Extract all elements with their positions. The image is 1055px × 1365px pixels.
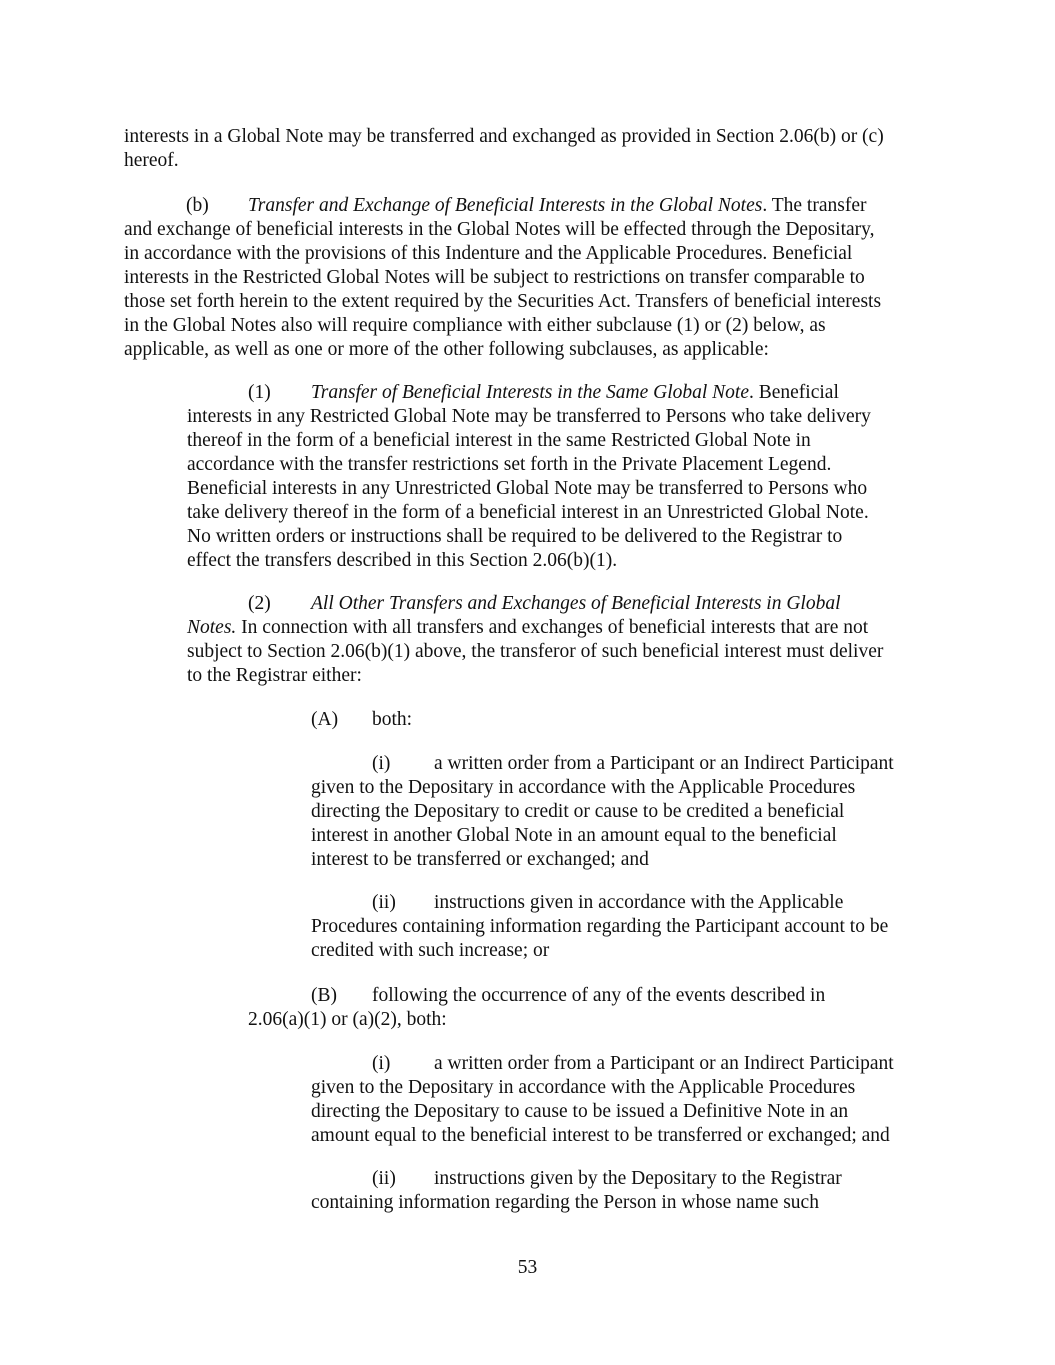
- item-b-ii-paragraph: [311, 1167, 842, 1215]
- item-b-i-label: (i): [372, 1053, 391, 1074]
- text-line: given to the Depositary in accordance with the Applicable Procedures: [311, 777, 856, 798]
- section-b-paragraph: [124, 194, 881, 362]
- subclause-2-title-rest: In connection with all transfers and exchanges of beneficial interests that are not: [236, 617, 869, 638]
- item-a-line: [311, 708, 412, 732]
- item-a-ii-first-line: [311, 891, 888, 915]
- intro-paragraph: [124, 125, 884, 173]
- text-line: No written orders or instructions shall be required to be delivered to the Registrar to: [187, 526, 843, 547]
- subclause-1-paragraph: [187, 381, 871, 573]
- item-a-text: both:: [372, 709, 413, 730]
- section-b-title-rest: . The transfer: [762, 195, 867, 216]
- subclause-2-label: (2): [248, 593, 271, 614]
- text-line: interests in any Restricted Global Note may be transferred to Persons who take delivery: [187, 406, 871, 427]
- subclause-1-label: (1): [248, 382, 271, 403]
- text-line: interest in another Global Note in an amount equal to the beneficial: [311, 825, 837, 846]
- text-line: thereof in the form of a beneficial interest in the same Restricted Global Note in: [187, 430, 811, 451]
- item-b-first-line: [248, 984, 825, 1008]
- text-line: credited with such increase; or: [311, 940, 550, 961]
- text-line: hereof.: [124, 150, 179, 171]
- item-b-i-first-text: a written order from a Participant or an Indirect Participant: [434, 1053, 894, 1074]
- text-line: interests in a Global Note may be transferred and exchanged as provided in Section 2.06(b) or (c): [124, 126, 884, 147]
- item-b-paragraph: [248, 984, 825, 1032]
- text-line: accordance with the transfer restrictions set forth in the Private Placement Legend.: [187, 454, 832, 475]
- item-a-i-first-line: [311, 752, 894, 776]
- text-line: Beneficial interests in any Unrestricted Global Note may be transferred to Persons who: [187, 478, 868, 499]
- text-line: take delivery thereof in the form of a beneficial interest in an Unrestricted Global Note.: [187, 502, 869, 523]
- item-a-i-first-text: a written order from a Participant or an Indirect Participant: [434, 753, 894, 774]
- item-b-ii-label: (ii): [372, 1168, 396, 1189]
- item-a-ii-first-text: instructions given in accordance with the Applicable: [434, 892, 844, 913]
- text-line: directing the Depositary to cause to be issued a Definitive Note in an: [311, 1101, 849, 1122]
- item-b-label: (B): [311, 985, 337, 1006]
- item-a-label: (A): [311, 709, 339, 730]
- item-b-ii-first-text: instructions given by the Depositary to the Registrar: [434, 1168, 842, 1189]
- item-b-first-text: following the occurrence of any of the events described in: [372, 985, 826, 1006]
- section-b-title: Transfer and Exchange of Beneficial Interests in the Global Notes: [248, 195, 763, 216]
- text-line: and exchange of beneficial interests in the Global Notes will be effected through the Depositary,: [124, 219, 875, 240]
- item-a-ii-paragraph: [311, 891, 888, 963]
- text-line: Procedures containing information regarding the Participant account to be: [311, 916, 889, 937]
- item-b-i-first-line: [311, 1052, 894, 1076]
- section-b-label: (b): [186, 195, 209, 216]
- text-line: 2.06(a)(1) or (a)(2), both:: [248, 1009, 447, 1030]
- subclause-1-title-rest: . Beneficial: [748, 382, 839, 403]
- subclause-1-title: Transfer of Beneficial Interests in the Same Global Note: [311, 382, 749, 403]
- item-a-i-paragraph: [311, 752, 894, 872]
- subclause-2-heading-line-2: [187, 616, 883, 640]
- subclause-1-heading-line: [187, 381, 871, 405]
- text-line: applicable, as well as one or more of the other following subclauses, as applicable:: [124, 339, 769, 360]
- item-b-i-paragraph: [311, 1052, 894, 1148]
- text-line: interests in the Restricted Global Notes will be subject to restrictions on transfer comparable to: [124, 267, 865, 288]
- text-line: to the Registrar either:: [187, 665, 362, 686]
- text-line: in accordance with the provisions of this Indenture and the Applicable Procedures. Beneficial: [124, 243, 853, 264]
- text-line: in the Global Notes also will require compliance with either subclause (1) or (2) below, as: [124, 315, 826, 336]
- text-line: subject to Section 2.06(b)(1) above, the transferor of such beneficial interest must deliver: [187, 641, 884, 662]
- text-line: effect the transfers described in this Section 2.06(b)(1).: [187, 550, 618, 571]
- text-line: given to the Depositary in accordance with the Applicable Procedures: [311, 1077, 856, 1098]
- item-b-ii-first-line: [311, 1167, 842, 1191]
- subclause-2-title: All Other Transfers and Exchanges of Beneficial Interests in Global: [311, 593, 841, 614]
- subclause-2-title-end: Notes.: [187, 617, 237, 638]
- subclause-2-paragraph: [187, 592, 883, 688]
- text-line: amount equal to the beneficial interest to be transferred or exchanged; and: [311, 1125, 890, 1146]
- text-line: interest to be transferred or exchanged; and: [311, 849, 649, 870]
- subclause-2-heading-line: [187, 592, 883, 616]
- text-line: those set forth herein to the extent required by the Securities Act. Transfers of beneficial interests: [124, 291, 882, 312]
- text-line: directing the Depositary to credit or cause to be credited a beneficial: [311, 801, 845, 822]
- item-a-ii-label: (ii): [372, 892, 396, 913]
- item-a-i-label: (i): [372, 753, 391, 774]
- text-line: containing information regarding the Person in whose name such: [311, 1192, 819, 1213]
- page-number: 53: [517, 1257, 538, 1278]
- section-b-heading-line: [124, 194, 881, 218]
